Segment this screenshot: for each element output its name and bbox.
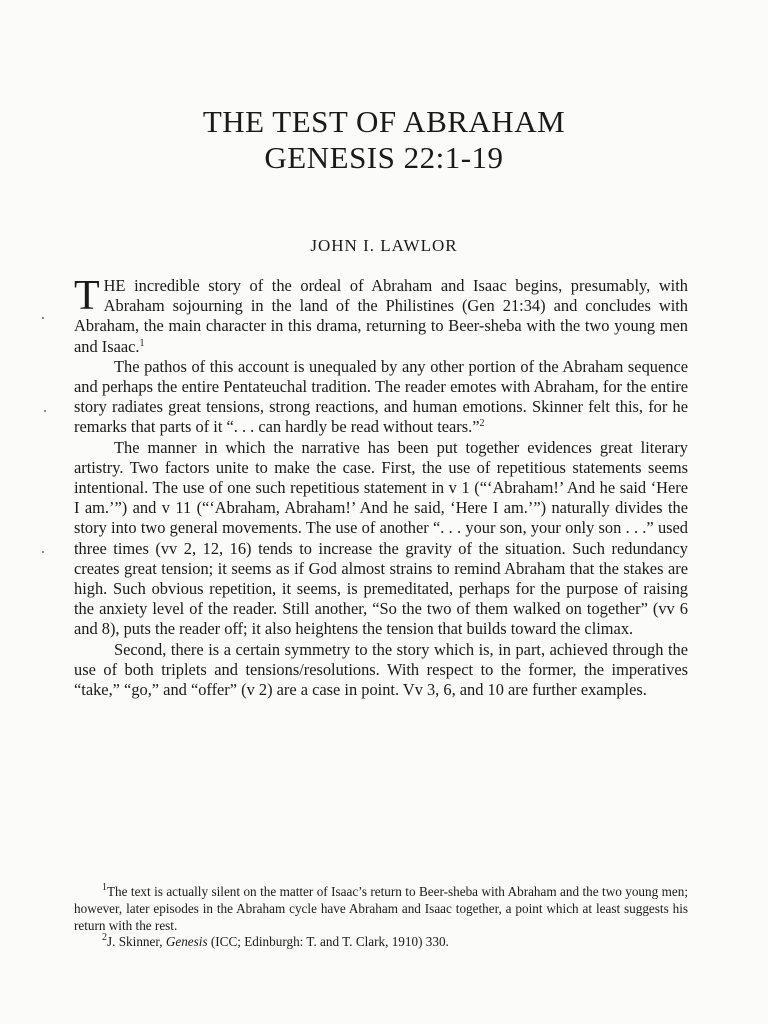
first-word-smallcaps: HE <box>103 276 126 295</box>
article-title <box>0 104 768 176</box>
title-line-2: GENESIS 22:1-19 <box>264 140 504 175</box>
paragraph-1 <box>74 273 688 357</box>
footnote-2-pre: J. Skinner, <box>107 934 166 950</box>
author-name <box>0 236 768 256</box>
footnote-ref-1: 1 <box>139 337 145 349</box>
footnotes <box>74 884 688 951</box>
author-surname-rest: AWLOR <box>391 236 458 255</box>
footnote-2-book-title: Genesis <box>165 934 208 950</box>
footnote-2-mark: 2 <box>102 932 107 944</box>
scan-speck <box>44 410 46 412</box>
footnote-1-text: The text is actually silent on the matter of Isaac’s return to Beer-sheba with Abraham and the two young men; however, later episodes in the Abraham cycle have Abraham and Isaac together, a point which at least suggests his return with the rest. <box>74 884 688 933</box>
footnote-1-mark: 1 <box>102 882 107 893</box>
author-name-middle: OHN I. L <box>318 236 392 255</box>
footnote-ref-2: 2 <box>479 418 485 430</box>
paragraph-1-text: incredible story of the ordeal of Abraham and Isaac begins, presumably, with Abraham sojourning in the land of the Philistines (Gen 21:34) and concludes with Abraham, the main character in this drama, returning to Beer-sheba with the two young men and Isaac. <box>74 276 688 356</box>
scan-speck <box>42 551 44 553</box>
title-line-1: THE TEST OF ABRAHAM <box>202 104 566 139</box>
paragraph-3: The manner in which the narrative has been put together evidences great literary artistry. Two factors unite to make the case. First, the use of repetitious statements seems intentional. The use of one such repetitious statement in v 1 (“‘Abraham!’ And he said ‘Here I am.’”) and v 11 (“‘Abraham, Abraham!’ And he said, ‘Here I am.’”) naturally divides the story into two general movements. The use of another “. . . your son, your only son . . .” used three times (vv 2, 12, 16) tends to increase the gravity of the situation. Such redundancy creates great tension; it seems as if God almost strains to remind Abraham that the stakes are high. Such obvious repetition, it seems, is premeditated, perhaps for the purpose of raising the anxiety level of the reader. Still another, “So the two of them walked on together” (vv 6 and 8), puts the reader off; it also heightens the tension that builds toward the climax. <box>74 437 688 639</box>
scan-speck <box>42 317 44 319</box>
drop-cap: T <box>74 273 100 319</box>
footnote-1 <box>74 884 688 934</box>
paragraph-4: Second, there is a certain symmetry to the story which is, in part, achieved through the use of both triplets and tensions/resolutions. With respect to the former, the imperatives “take,” “go,” and “offer” (v 2) are a case in point. Vv 3, 6, and 10 are further examples. <box>74 639 688 700</box>
article-body <box>74 273 688 700</box>
author-first-initial: J <box>310 236 318 255</box>
paragraph-2 <box>74 357 688 438</box>
footnote-2-post: (ICC; Edinburgh: T. and T. Clark, 1910) 330. <box>207 934 449 950</box>
paragraph-2-text: The pathos of this account is unequaled by any other portion of the Abraham sequence and perhaps the entire Pentateuchal tradition. The reader emotes with Abraham, for the entire story radiates great tensions, strong reactions, and human emotions. Skinner felt this, for he remarks that parts of it “. . . can hardly be read without tears.” <box>74 356 688 437</box>
footnote-2 <box>74 934 688 951</box>
